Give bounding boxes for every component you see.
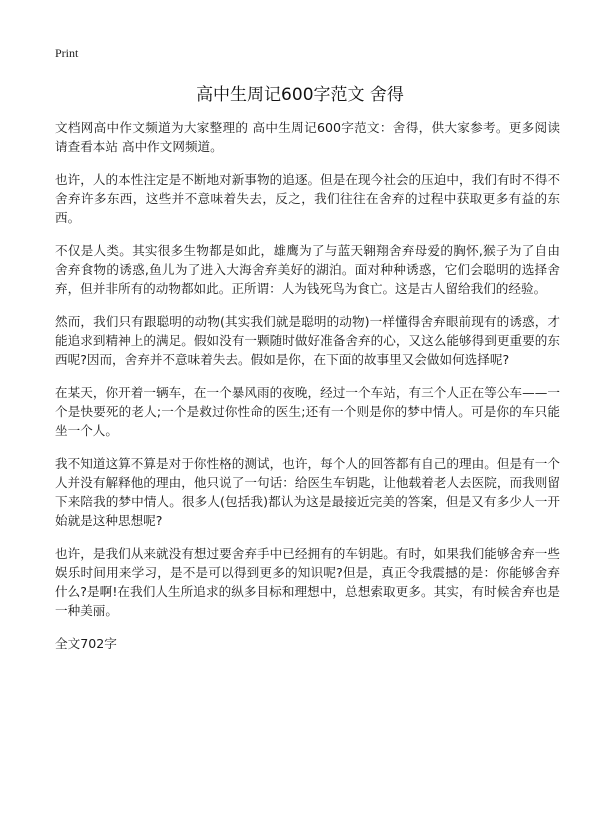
print-link[interactable]: Print — [55, 46, 79, 60]
paragraph-4: 然而，我们只有跟聪明的动物(其实我们就是聪明的动物)一样懂得舍弃眼前现有的诱惑，才能追求到精神上的满足。假如没有一颗随时做好准备舍弃的心，又这么能够得到更重要的东西呢?因而，舍弃并不意味着失去。假如是你，在下面的故事里又会做如何选择呢? — [55, 314, 560, 367]
article-title: 高中生周记600字范文 舍得 — [196, 85, 404, 105]
paragraph-1: 文档网高中作文频道为大家整理的 高中生周记600字范文：舍得，供大家参考。更多阅读请查看本站 高中作文网频道。 — [55, 120, 560, 154]
word-count: 全文702字 — [55, 636, 117, 651]
paragraph-6: 我不知道这算不算是对于你性格的测试，也许，每个人的回答都有自己的理由。但是有一个人并没有解释他的理由，他只说了一句话：给医生车钥匙，让他载着老人去医院，而我则留下来陪我的梦中情人。很多人(包括我)都认为这是最接近完美的答案，但是又有多少人一开始就是这种思想呢? — [55, 456, 560, 528]
paragraph-5: 在某天，你开着一辆车，在一个暴风雨的夜晚，经过一个车站，有三个人正在等公车——一个是快要死的老人;一个是救过你性命的医生;还有一个则是你的梦中情人。可是你的车只能坐一个人。 — [55, 385, 560, 438]
paragraph-3: 不仅是人类。其实很多生物都是如此，雄鹰为了与蓝天翱翔舍弃母爱的胸怀,猴子为了自由舍弃食物的诱惑,鱼儿为了进入大海舍弃美好的湖泊。面对种种诱惑，它们会聪明的选择舍弃，但并非所有的动物都如此。正所谓：人为钱死鸟为食亡。这是古人留给我们的经验。 — [55, 243, 560, 296]
article-body — [55, 118, 560, 653]
paragraph-2: 也许，人的本性注定是不断地对新事物的追逐。但是在现今社会的压迫中，我们有时不得不舍弃许多东西，这些并不意味着失去，反之，我们往往在舍弃的过程中获取更多有益的东西。 — [55, 172, 560, 225]
paragraph-7: 也许，是我们从来就没有想过要舍弃手中已经拥有的车钥匙。有时，如果我们能够舍弃一些娱乐时间用来学习，是不是可以得到更多的知识呢?但是，真正令我震撼的是：你能够舍弃什么?是啊!在我们人生所追求的纵多目标和理想中，总想索取更多。其实，有时候舍弃也是一种美丽。 — [55, 546, 560, 618]
